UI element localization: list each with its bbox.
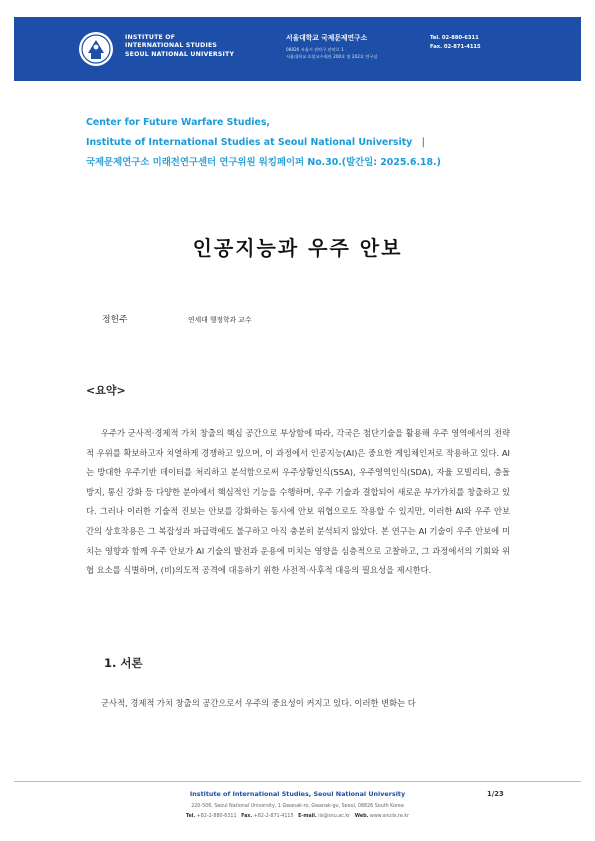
footer-web-label: Web.: [354, 814, 369, 819]
series-line-1: Center for Future Warfare Studies,: [86, 117, 270, 128]
series-separator: |: [421, 137, 425, 148]
series-institute: Institute of International Studies at Seoul National University: [86, 137, 413, 148]
footer-fax: +82-2-871-4115: [253, 814, 294, 819]
abstract-text: 우주가 군사적·경제적 가치 창출의 핵심 공간으로 부상함에 따라, 각국은 첨단기술을 활용해 우주 영역에서의 전략적 우위를 확보하고자 치열하게 경쟁하고 있으며, 이 과정에서 인공지능(AI)은 중요한 게임체인저로 작용하고 있다. AI는 방대한 우주기반 데이터를 처리하고 분석함으로써 우주상황인식(SSA), 우주영역인식(SDA), 자율 모빌리티, 충돌 방지, 통신 강화 등 다양한 분야에서 핵심적인 기능을 수행하며, 우주 기술과 결합되어 새로운 부가가치를 창출하고 있다. 그러나 이러한 기술적 진보는 안보를 강화하는 동시에 안보 위협으로도 작용할 수 있지만, 이러한 AI와 우주 안보 간의 상호작용은 그 복잡성과 파급력에도 불구하고 아직 충분히 분석되지 않았다. 본 연구는 AI 기술이 우주 안보에 미치는 영향과 함께 우주 안보가 AI 기술의 발전과 운용에 미치는 영향을 심층적으로 고찰하고, 그 과정에서의 기회와 위협 요소를 식별하며, (비)의도적 공격에 대응하기 위한 사전적·사후적 대응의 필요성을 제시한다.: [86, 428, 510, 576]
section-body: [86, 694, 516, 714]
institute-line: INTERNATIONAL STUDIES: [125, 42, 218, 50]
footer-web: www.snuiis.re.kr: [369, 814, 410, 819]
institute-line: SEOUL NATIONAL UNIVERSITY: [125, 50, 235, 58]
institute-line: INSTITUTE OF: [125, 34, 176, 41]
institute-name-kr: 서울대학교 국제문제연구소: [286, 34, 368, 42]
header-tel: Tel. 02-880-6311: [430, 35, 479, 41]
footer-divider: [14, 781, 581, 782]
contact-block: [430, 34, 481, 52]
footer-institute: Institute of International Studies, Seoul National University: [189, 790, 406, 798]
series-line-2: [86, 133, 441, 153]
institute-name-en: [125, 34, 234, 59]
snu-emblem-icon: [78, 31, 114, 67]
footer-tel: +82-2-880-6311: [196, 814, 237, 819]
header-fax: Fax. 02-871-4115: [430, 44, 481, 50]
paper-title: 인공지능과 우주 안보: [192, 236, 403, 260]
abstract-heading: <요약>: [86, 384, 126, 397]
author-affiliation: 연세대 행정학과 교수: [188, 316, 252, 324]
author-name: 정헌주: [102, 315, 128, 325]
footer-email-label: E-mail.: [298, 814, 317, 819]
address-kr-detail: 서울대학교 호암교수회관 200호 및 202호 연구실: [286, 54, 378, 59]
section-text: 군사적, 경제적 가치 창출의 공간으로서 우주의 중요성이 커지고 있다. 이러한 변화는 다: [101, 698, 416, 708]
abstract-body: [86, 424, 510, 581]
series-line-3: 국제문제연구소 미래전연구센터 연구위원 워킹페이퍼 No.30.(발간일: 2025.6.18.): [86, 157, 441, 168]
address-kr: 08826 서울시 관악구 관악로 1: [286, 47, 344, 52]
footer-tel-label: Tel.: [185, 814, 196, 819]
page-number: 1/23: [487, 790, 504, 798]
series-info: [86, 113, 441, 173]
footer-contact: [0, 814, 595, 819]
institute-kr-block: [286, 32, 377, 60]
footer-fax-label: Fax.: [241, 814, 253, 819]
section-heading: 1. 서론: [104, 656, 143, 670]
footer-email: iis@snu.ac.kr: [318, 814, 351, 819]
footer-address: 220-506, Seoul National University, 1 Gwanak-ro, Gwanak-gu, Seoul, 08826 South Korea: [191, 804, 404, 809]
header-banner: [14, 17, 581, 81]
